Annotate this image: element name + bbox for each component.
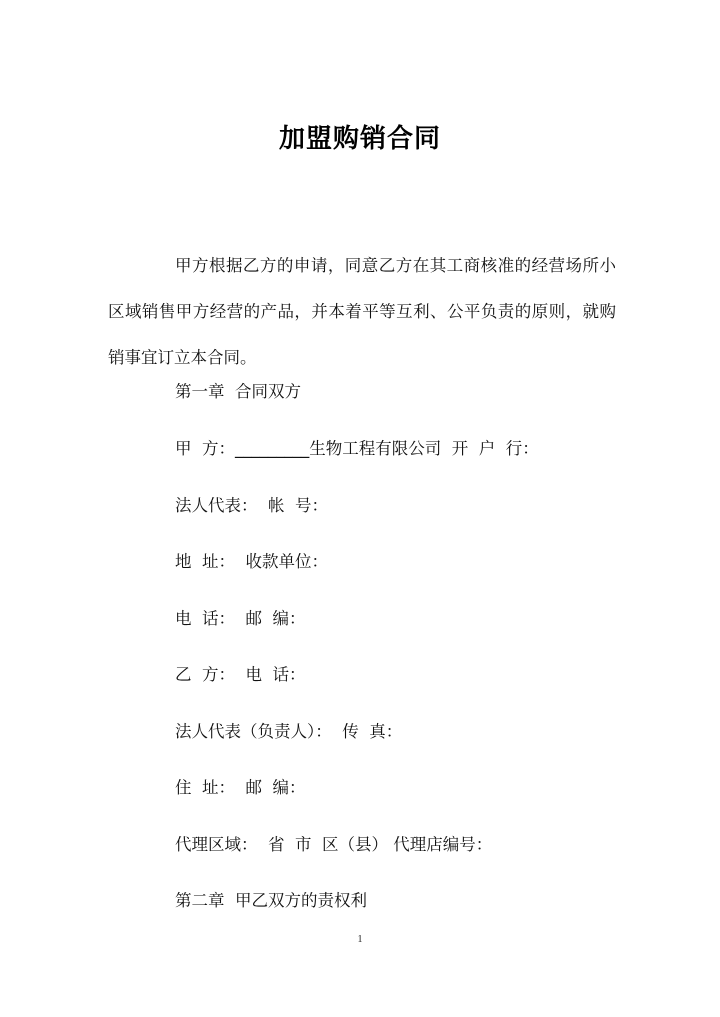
legal-rep-account-line: 法人代表： 帐 号： (175, 496, 328, 515)
intro-paragraph: 甲方根据乙方的申请，同意乙方在其工商核准的经营场所小区域销售甲方经营的产品，并本着平等互利、公平负责的原则，就购销事宜订立本合同。 (108, 256, 616, 367)
party-b-line: 乙 方： 电 话： (175, 665, 306, 684)
residence-postcode-line: 住 址： 邮 编： (175, 778, 306, 797)
page-number: 1 (357, 934, 363, 945)
party-a-line: 甲 方：_________生物工程有限公司 开 户 行： (175, 439, 539, 458)
chapter-2-heading: 第二章 甲乙双方的责权利 (175, 891, 367, 910)
phone-postcode-line: 电 话： 邮 编： (175, 609, 306, 628)
address-payee-line: 地 址： 收款单位： (175, 552, 328, 571)
chapter-1-heading: 第一章 合同双方 (175, 382, 301, 401)
agency-region-line: 代理区域： 省 市 区（县） 代理店编号： (175, 835, 493, 854)
legal-rep-fax-line: 法人代表（负责人）： 传 真： (175, 722, 403, 741)
document-title: 加盟购销合同 (278, 124, 441, 154)
